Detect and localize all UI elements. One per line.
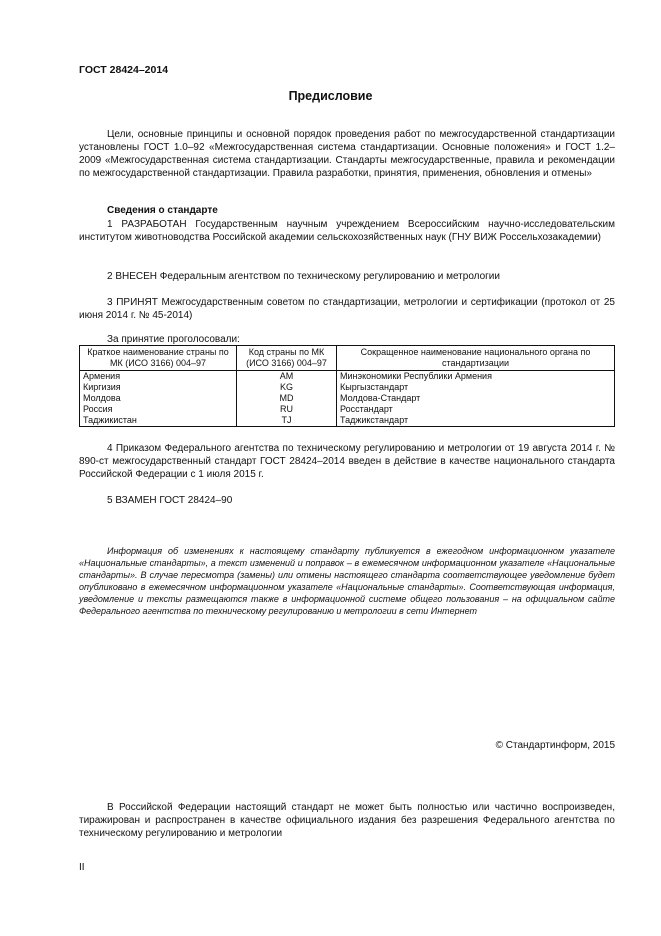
standard-id: ГОСТ 28424–2014 <box>79 64 169 76</box>
column-header-body: Сокращенное наименование национального органа по стандартизации <box>337 346 615 371</box>
info-item-3: 3 ПРИНЯТ Межгосударственным советом по стандартизации, метрологии и сертификации (протокол от 25 июня 2014 г. № 45-2014) <box>79 297 615 321</box>
code-cell: KG <box>237 382 337 393</box>
table-row <box>80 393 615 404</box>
info-item-2: 2 ВНЕСЕН Федеральным агентством по техническому регулированию и метрологии <box>107 271 500 282</box>
voting-states-table <box>79 345 615 427</box>
country-cell: Армения <box>80 371 237 383</box>
info-item-5: 5 ВЗАМЕН ГОСТ 28424–90 <box>107 495 233 506</box>
intro-paragraph: Цели, основные принципы и основной порядок проведения работ по межгосударственной стандартизации установлены ГОСТ 1.0–92 «Межгосударственная система стандартизации. Основные положения» и ГОСТ 1.2–2009 «Межгосударственная система стандартизации. Стандарты межгосударственные, правила и рекомендации по межгосударственной стандартизации. Правила разработки, принятия, применения, обновления и отмены» <box>79 129 615 179</box>
country-cell: Молдова <box>80 393 237 404</box>
column-header-country: Краткое наименование страны по МК (ИСО 3166) 004–97 <box>80 346 237 371</box>
body-cell: Росстандарт <box>337 404 615 415</box>
body-cell: Молдова-Стандарт <box>337 393 615 404</box>
country-cell: Таджикистан <box>80 415 237 427</box>
table-row <box>80 415 615 427</box>
code-cell: AM <box>237 371 337 383</box>
country-cell: Россия <box>80 404 237 415</box>
info-item-4: 4 Приказом Федерального агентства по техническому регулированию и метрологии от 19 августа 2014 г. № 890-ст межгосударственный стандарт ГОСТ 28424–2014 введен в действие в качестве национального стандарта Российской Федерации с 1 июля 2015 г. <box>79 443 615 480</box>
code-cell: MD <box>237 393 337 404</box>
page-title: Предисловие <box>288 89 373 103</box>
table-row <box>80 404 615 415</box>
body-cell: Таджикстандарт <box>337 415 615 427</box>
standard-info-heading: Сведения о стандарте <box>107 205 218 216</box>
code-cell: TJ <box>237 415 337 427</box>
changes-notice: Информация об изменениях к настоящему стандарту публикуется в ежегодном информационном указателе «Национальные стандарты», а текст изменений и поправок – в ежемесячном информационном указателе «Национальные стандарты». В случае пересмотра (замены) или отмены настоящего стандарта соответствующее уведомление будет опубликовано в ежемесячном информационном указателе «Национальные стандарты». Соответствующая информация, уведомление и тексты размещаются также в информационной системе общего пользования – на официальном сайте Федерального агентства по техническому регулированию и метрологии в сети Интернет <box>79 546 615 616</box>
code-cell: RU <box>237 404 337 415</box>
page-number: II <box>79 862 85 873</box>
reproduction-notice: В Российской Федерации настоящий стандарт не может быть полностью или частично воспроизведен, тиражирован и распространен в качестве официального издания без разрешения Федерального агентства по техническому регулированию и метрологии <box>79 802 615 839</box>
table-row <box>80 382 615 393</box>
body-cell: Кыргызстандарт <box>337 382 615 393</box>
column-header-code: Код страны по МК (ИСО 3166) 004–97 <box>237 346 337 371</box>
table-row <box>80 371 615 383</box>
vote-label: За принятие проголосовали: <box>107 334 240 345</box>
country-cell: Киргизия <box>80 382 237 393</box>
info-item-1: 1 РАЗРАБОТАН Государственным научным учреждением Всероссийским научно-исследовательским институтом животноводства Российской академии сельскохозяйственных наук (ГНУ ВИЖ Россельхозакадемии) <box>79 219 615 243</box>
body-cell: Минэкономики Республики Армения <box>337 371 615 383</box>
copyright: © Стандартинформ, 2015 <box>495 740 615 751</box>
